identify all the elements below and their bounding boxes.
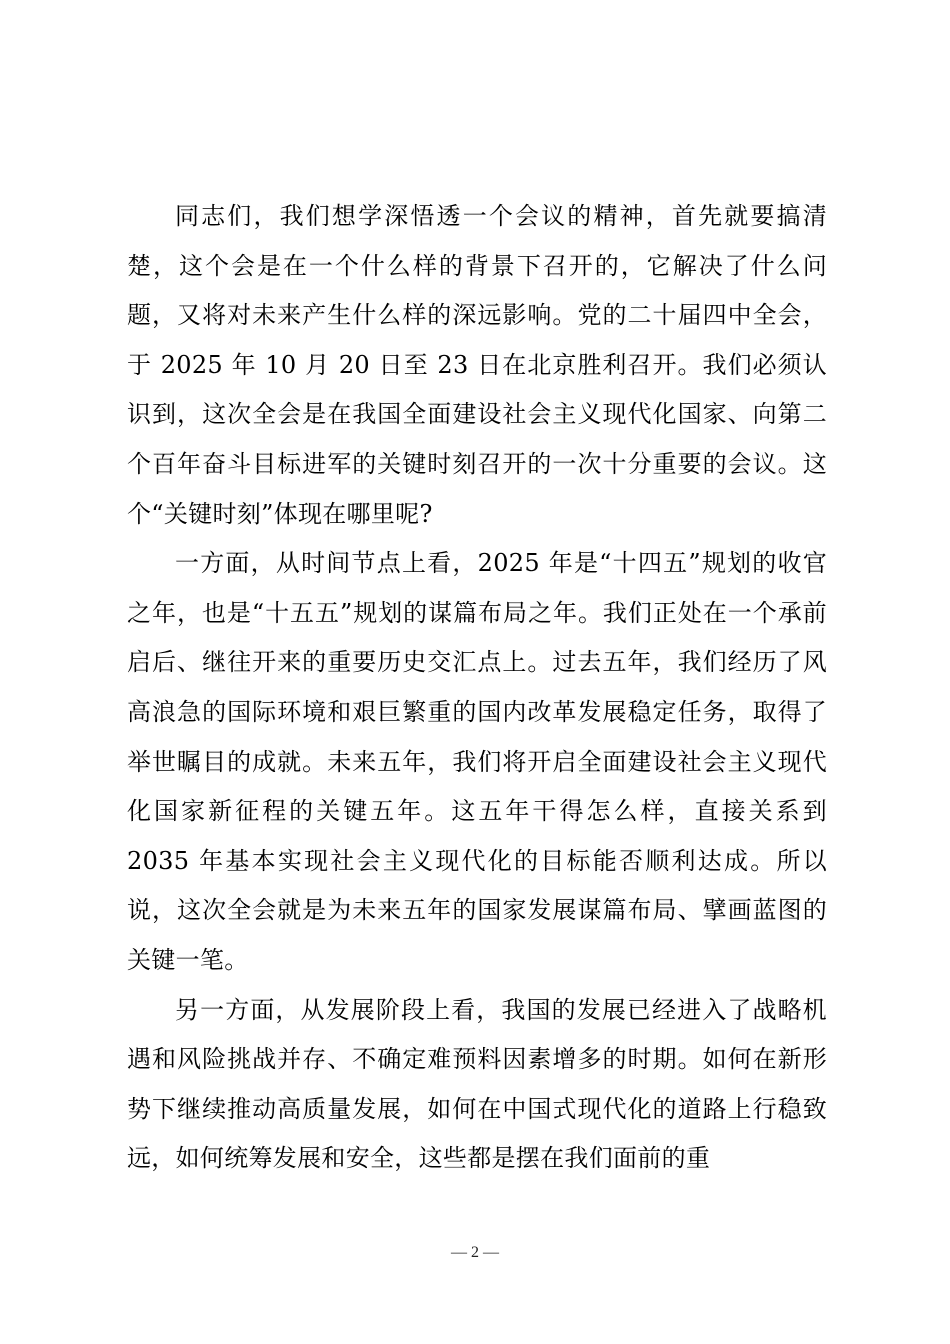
paragraph-2: 一方面，从时间节点上看，2025 年是“十四五”规划的收官之年，也是“十五五”规划的谋篇布局之年。我们正处在一个承前启后、继往开来的重要历史交汇点上。过去五年，我们经历了风高浪急的国际环境和艰巨繁重的国内改革发展稳定任务，取得了举世瞩目的成就。未来五年，我们将开启全面建设社会主义现代化国家新征程的关键五年。这五年干得怎么样，直接关系到 2035 年基本实现社会主义现代化的目标能否顺利达成。所以说，这次全会就是为未来五年的国家发展谋篇布局、擘画蓝图的关键一笔。 xyxy=(127,549,827,974)
paragraph-3: 另一方面，从发展阶段上看，我国的发展已经进入了战略机遇和风险挑战并存、不确定难预料因素增多的时期。如何在新形势下继续推动高质量发展，如何在中国式现代化的道路上行稳致远，如何统筹发展和安全，这些都是摆在我们面前的重 xyxy=(127,995,827,1173)
page-number: — 2 — xyxy=(451,1244,499,1261)
paragraph-1: 同志们，我们想学深悟透一个会议的精神，首先就要搞清楚，这个会是在一个什么样的背景下召开的，它解决了什么问题，又将对未来产生什么样的深远影响。党的二十届四中全会，于 2025 年 10 月 20 日至 23 日在北京胜利召开。我们必须认识到，这次全会是在我国全面建设社会主义现代化国家、向第二个百年奋斗目标进军的关键时刻召开的一次十分重要的会议。这个“关键时刻”体现在哪里呢? xyxy=(127,202,827,528)
body-text xyxy=(127,192,827,1184)
